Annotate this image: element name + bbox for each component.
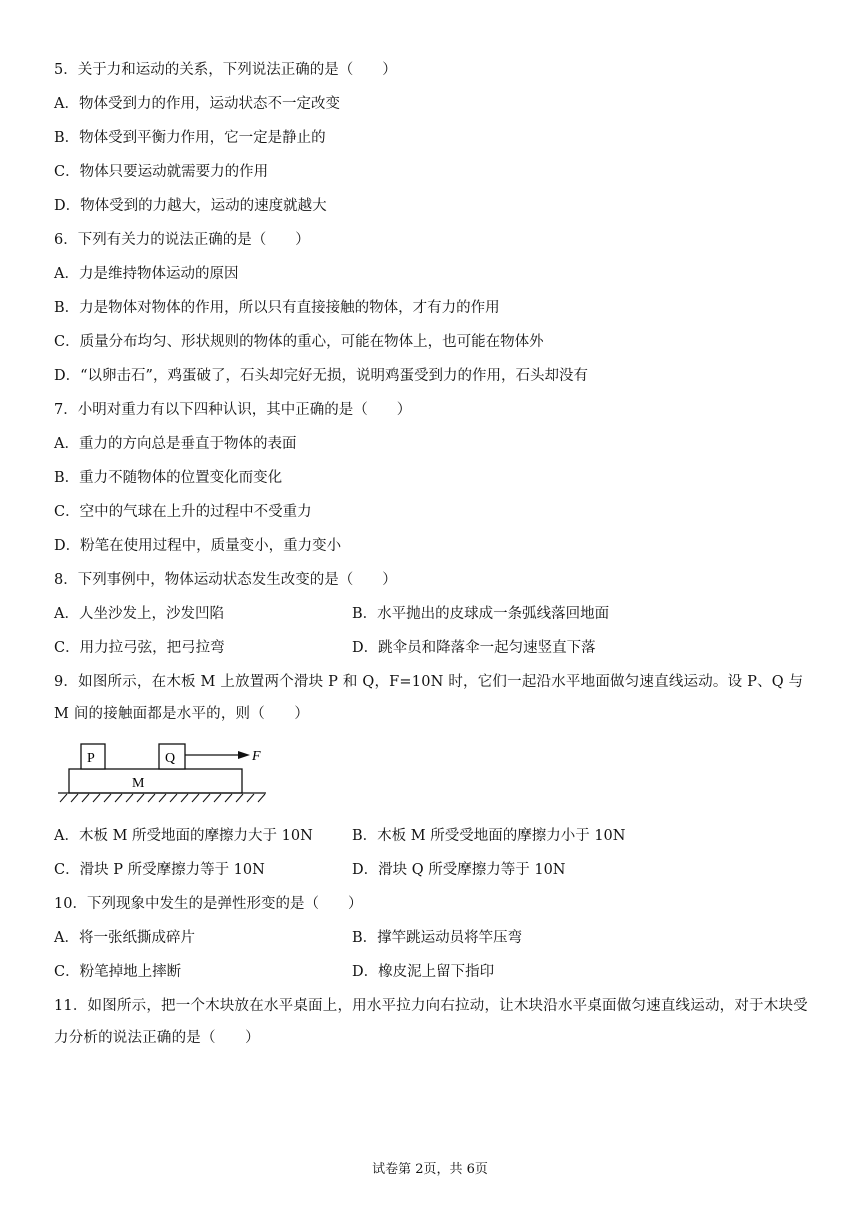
question-9-stem: 9．如图所示，在木板 M 上放置两个滑块 P 和 Q，F=10N 时，它们一起沿水平地面做匀速直线运动。设 P、Q 与 M 间的接触面都是水平的，则（ ） — [54, 674, 804, 722]
question-5-stem: 5．关于力和运动的关系，下列说法正确的是（ ） — [54, 62, 397, 78]
question-7-option-c: C．空中的气球在上升的过程中不受重力 — [54, 504, 312, 520]
question-8-option-d: D．跳伞员和降落伞一起匀速竖直下落 — [352, 640, 596, 656]
question-5-option-a: A．物体受到力的作用，运动状态不一定改变 — [54, 96, 340, 112]
page-footer: 试卷第 2页，共 6页 — [372, 1162, 488, 1177]
question-5-option-b: B．物体受到平衡力作用，它一定是静止的 — [54, 130, 326, 146]
block-q — [159, 744, 185, 769]
question-9-figure — [54, 740, 269, 808]
question-5-option-c: C．物体只要运动就需要力的作用 — [54, 164, 269, 180]
block-q-label: Q — [165, 751, 176, 766]
question-11-stem: 11．如图所示，把一个木块放在水平桌面上，用水平拉力向右拉动，让木块沿水平桌面做匀速直线运动，对于木块受力分析的说法正确的是（ ） — [54, 998, 808, 1046]
question-6-stem: 6．下列有关力的说法正确的是（ ） — [54, 232, 310, 248]
question-10-option-b: B．撑竿跳运动员将竿压弯 — [352, 930, 523, 946]
question-8-stem: 8．下列事例中，物体运动状态发生改变的是（ ） — [54, 572, 397, 588]
question-6-option-c: C．质量分布均匀、形状规则的物体的重心，可能在物体上，也可能在物体外 — [54, 334, 544, 350]
block-p — [81, 744, 105, 769]
ground — [58, 793, 266, 802]
question-6-option-b: B．力是物体对物体的作用，所以只有直接接触的物体，才有力的作用 — [54, 300, 500, 316]
question-7-option-d: D．粉笔在使用过程中，质量变小，重力变小 — [54, 538, 342, 554]
question-9-option-d: D．滑块 Q 所受摩擦力等于 10N — [352, 862, 566, 878]
question-8-option-b: B．水平抛出的皮球成一条弧线落回地面 — [352, 606, 610, 622]
force-label: F — [252, 749, 261, 764]
question-10-option-d: D．橡皮泥上留下指印 — [352, 964, 495, 980]
question-7-option-b: B．重力不随物体的位置变化而变化 — [54, 470, 283, 486]
block-p-label: P — [87, 751, 95, 766]
question-9-option-c: C．滑块 P 所受摩擦力等于 10N — [54, 862, 265, 878]
board-m-label: M — [132, 776, 145, 791]
question-7-stem: 7．小明对重力有以下四种认识，其中正确的是（ ） — [54, 402, 412, 418]
question-10-option-a: A．将一张纸撕成碎片 — [54, 930, 195, 946]
question-9-option-b: B．木板 M 所受受地面的摩擦力小于 10N — [352, 828, 626, 844]
question-8-option-a: A．人坐沙发上，沙发凹陷 — [54, 606, 224, 622]
question-10-stem: 10．下列现象中发生的是弹性形变的是（ ） — [54, 896, 363, 912]
question-7-option-a: A．重力的方向总是垂直于物体的表面 — [54, 436, 297, 452]
question-10-option-c: C．粉笔掉地上摔断 — [54, 964, 182, 980]
question-6-option-d: D．“以卵击石”，鸡蛋破了，石头却完好无损，说明鸡蛋受到力的作用，石头却没有 — [54, 368, 588, 384]
question-6-option-a: A．力是维持物体运动的原因 — [54, 266, 239, 282]
question-8-option-c: C．用力拉弓弦，把弓拉弯 — [54, 640, 225, 656]
force-arrow — [185, 749, 261, 764]
question-9-option-a: A．木板 M 所受地面的摩擦力大于 10N — [54, 828, 313, 844]
board-m — [69, 769, 242, 793]
question-5-option-d: D．物体受到的力越大，运动的速度就越大 — [54, 198, 327, 214]
